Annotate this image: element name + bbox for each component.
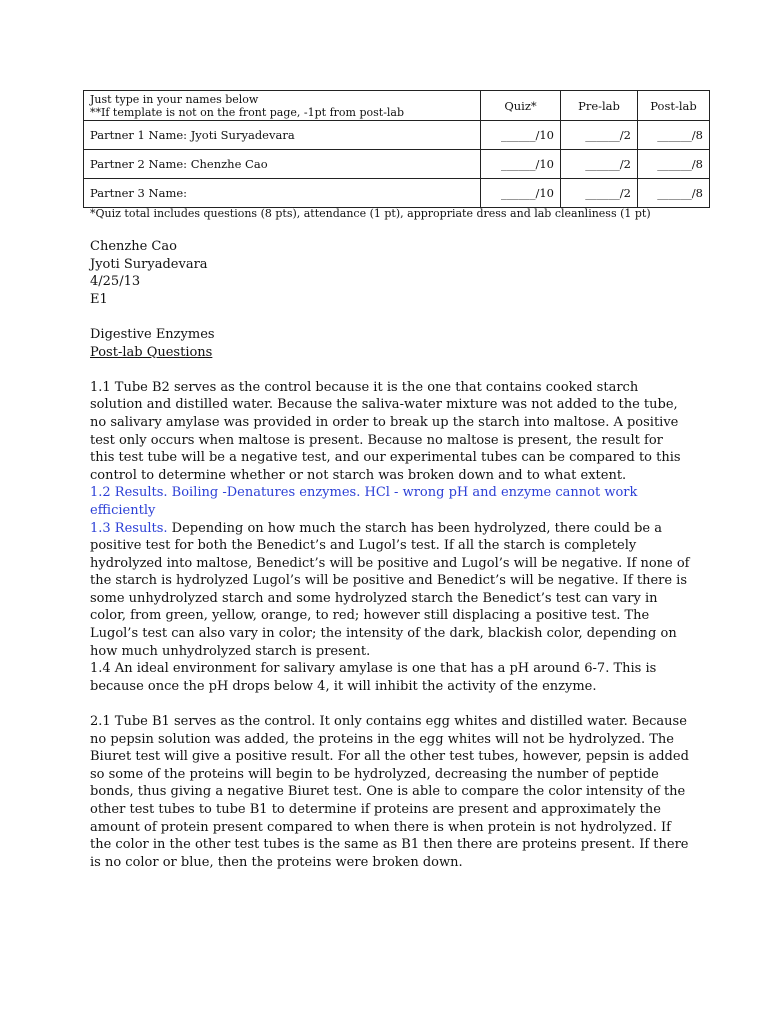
quiz-footnote: *Quiz total includes questions (8 pts), attendance (1 pt), appropriate dress and lab cleanliness (1 pt) — [90, 207, 651, 220]
answer-1-3-label: 1.3 Results. — [90, 520, 168, 536]
answer-1-3 — [90, 520, 690, 661]
partner-1-quiz: ______/10 — [481, 121, 561, 150]
grade-table-header-row — [84, 91, 710, 121]
author-name-2: Jyoti Suryadevara — [90, 256, 208, 272]
document-body — [90, 238, 690, 871]
partner-1-postlab: ______/8 — [638, 121, 710, 150]
answer-1-1: 1.1 Tube B2 serves as the control because it is the one that contains cooked starch solution and distilled water. Because the saliva-water mixture was not added to the tube, no salivary amylase was provided in order to break up the starch into maltose. A positive test only occurs when maltose is present. Because no maltose is present, the result for this test tube will be a negative test, and our experimental tubes can be compared to this control to determine whether or not starch was broken down and to what extent. — [90, 379, 681, 483]
partner-3-name[interactable]: Partner 3 Name: — [84, 179, 481, 208]
spacer — [90, 308, 690, 326]
instructions-line-1: Just type in your names below — [90, 92, 259, 106]
partner-3-prelab: ______/2 — [561, 179, 638, 208]
partner-1-name[interactable]: Partner 1 Name: Jyoti Suryadevara — [84, 121, 481, 150]
partner-2-postlab: ______/8 — [638, 150, 710, 179]
partner-row-1 — [84, 121, 710, 150]
header-quiz: Quiz* — [481, 91, 561, 121]
partner-2-quiz: ______/10 — [481, 150, 561, 179]
header-prelab: Pre-lab — [561, 91, 638, 121]
lab-title: Digestive Enzymes — [90, 326, 215, 342]
partner-3-quiz: ______/10 — [481, 179, 561, 208]
postlab-subtitle: Post-lab Questions — [90, 344, 213, 360]
partner-row-2 — [84, 150, 710, 179]
header-postlab: Post-lab — [638, 91, 710, 121]
instructions-cell — [84, 91, 481, 121]
grade-table — [83, 90, 710, 208]
partner-2-prelab: ______/2 — [561, 150, 638, 179]
partner-2-name[interactable]: Partner 2 Name: Chenzhe Cao — [84, 150, 481, 179]
author-name-1: Chenzhe Cao — [90, 239, 177, 254]
answer-1-4: 1.4 An ideal environment for salivary amylase is one that has a pH around 6-7. This is because once the pH drops below 4, it will inhibit the activity of the enzyme. — [90, 661, 657, 694]
partner-1-prelab: ______/2 — [561, 121, 638, 150]
section-line: E1 — [90, 291, 108, 307]
answer-2-1: 2.1 Tube B1 serves as the control. It only contains egg whites and distilled water. Because no pepsin solution was added, the proteins in the egg whites will not be hydrolyzed. The Biuret test will give a positive result. For all the other test tubes, however, pepsin is added so some of the proteins will begin to be hydrolyzed, decreasing the number of peptide bonds, thus giving a negative Biuret test. One is able to compare the color intensity of the other test tubes to tube B1 to determine if proteins are present and approximately the amount of protein present compared to when there is when protein is not hydrolyzed. If the color in the other test tubes is the same as B1 then there are proteins present. If there is no color or blue, then the proteins were broken down. — [90, 714, 689, 870]
instructions-line-2: **If template is not on the front page, -1pt from post-lab — [90, 105, 405, 119]
answer-1-2: 1.2 Results. Boiling -Denatures enzymes. HCl - wrong pH and enzyme cannot work efficiently — [90, 485, 638, 518]
spacer — [90, 695, 690, 713]
spacer — [90, 361, 690, 379]
answer-1-3-text: Depending on how much the starch has been hydrolyzed, there could be a positive test for both the Benedict’s and Lugol’s test. If all the starch is completely hydrolyzed into maltose, Benedict’s will be positive and Lugol’s will be negative. If none of the starch is hydrolyzed Lugol’s will be positive and Benedict’s will be negative. If there is some unhydrolyzed starch and some hydrolyzed starch the Benedict’s test can vary in color, from green, yellow, orange, to red; however still displacing a positive test. The Lugol’s test can also vary in color; the intensity of the dark, blackish color, depending on how much unhydrolyzed starch is present. — [90, 520, 690, 659]
date-line: 4/25/13 — [90, 274, 141, 290]
partner-3-postlab: ______/8 — [638, 179, 710, 208]
partner-row-3 — [84, 179, 710, 208]
